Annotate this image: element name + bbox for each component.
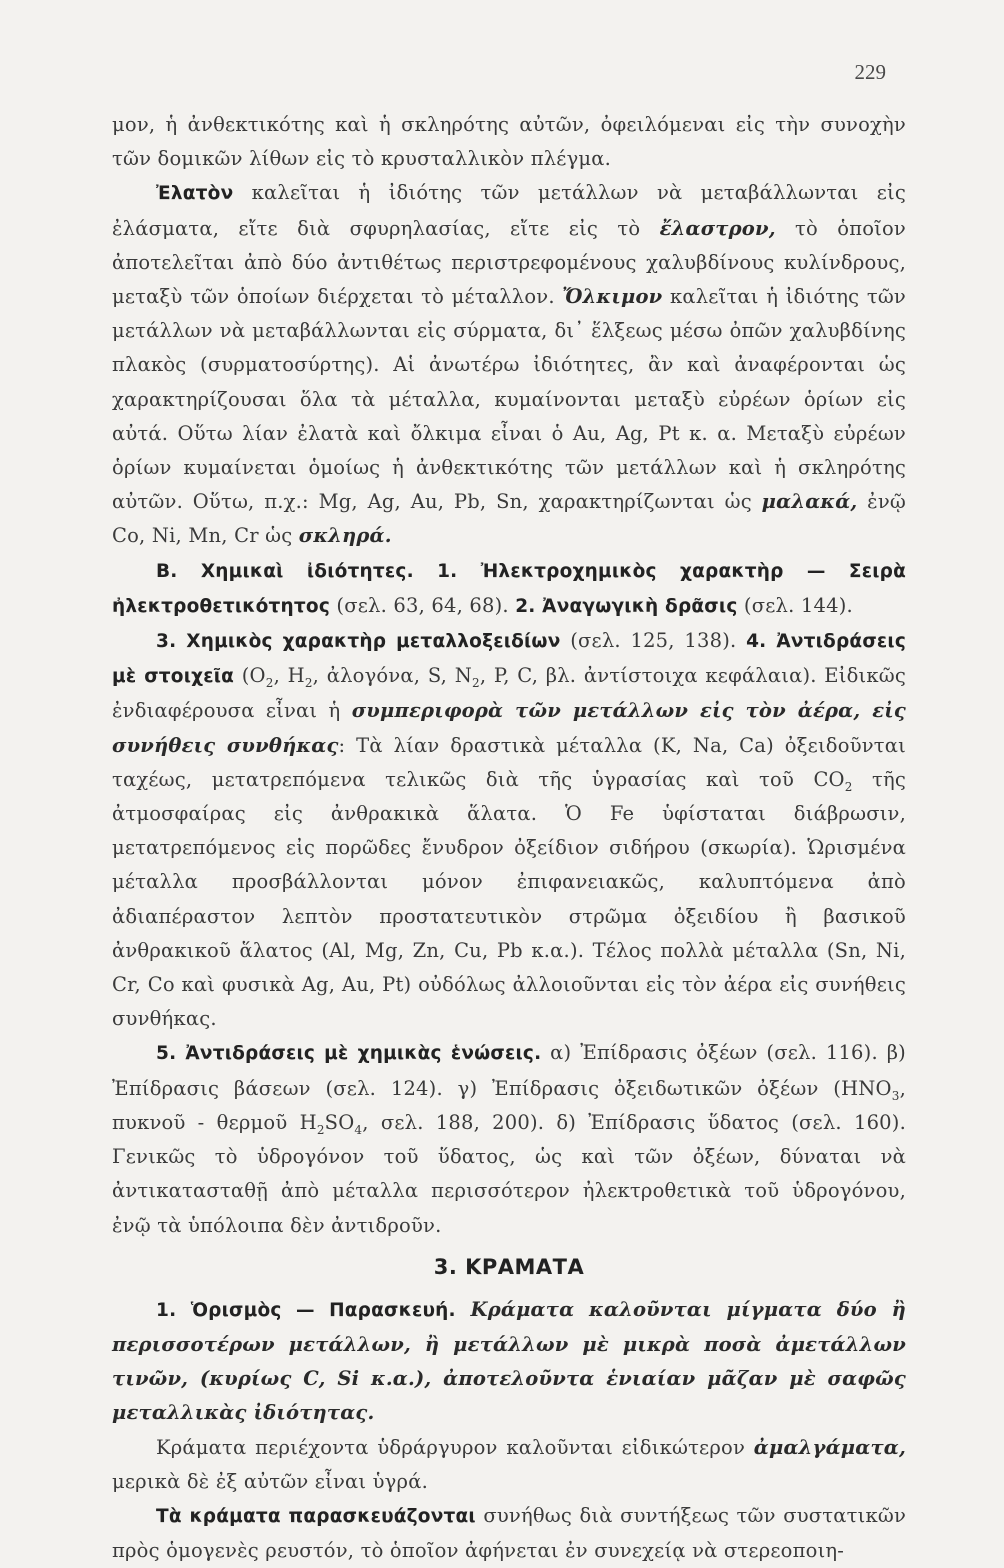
paragraph-preparation (112, 1499, 906, 1568)
heading-reducing-action: 2. Ἀναγωγικὴ δρᾶσις (515, 595, 738, 617)
paragraph-compound-reactions (112, 1036, 906, 1242)
term-hard: σκληρά. (298, 524, 392, 548)
term-rolling-mill: ἔλαστρον, (659, 216, 776, 240)
heading-preparation: Τὰ κράματα παρασκευάζονται (156, 1505, 476, 1527)
text: , σελ. 188, 200). δ) Ἐπίδρασις ὕδατος (σελ. 160). Γενικῶς τὸ ὑδρογόνον τοῦ ὕδατος, ὡς καὶ τῶν ὀξέων, δύναται νὰ ἀντικατασταθῇ ἀπὸ μέταλλα περισσότερον ἠλεκτροθετικὰ τοῦ ὑδρογόνου, ἐνῷ τὰ ὑπόλοιπα δὲν ἀντιδροῦν. (112, 1110, 906, 1237)
section-heading-alloys: 3. ΚΡΑΜΑΤΑ (433, 1254, 585, 1279)
paragraph-definition (112, 1293, 906, 1431)
subscript: 2 (316, 1122, 325, 1137)
heading-metal-oxides: 3. Χημικὸς χαρακτὴρ μεταλλοξειδίων (156, 631, 561, 653)
text: α) Ἐπίδρασις ὀξέων (σελ. 116). β) Ἐπίδρασις βάσεων (σελ. 124). γ) Ἐπίδρασις ὀξειδωτικῶν ὀξέων (HNO (112, 1041, 906, 1100)
subscript: 2 (304, 676, 313, 691)
text: συνήθως διὰ συντήξεως τῶν συστατικῶν πρὸς ὁμογενὲς ρευστόν, τὸ ὁποῖον ἀφήνεται ἐν συνεχείᾳ νὰ στερεοποιη- (112, 1503, 906, 1563)
subscript: 2 (844, 779, 853, 794)
heading-reactions-elements: 4. Ἀντιδράσεις μὲ στοιχεῖα (112, 631, 907, 688)
subscript: 2 (265, 676, 274, 691)
paragraph-metal-oxides (112, 624, 906, 1036)
text: καλεῖται ἡ ἰδιότης τῶν μετάλλων νὰ μεταβάλλωνται εἰς σύρματα, δι᾽ ἕλξεως μέσω ὀπῶν χαλυβδίνης πλακὸς (συρματοσύρτης). Αἱ ἀνωτέρω ἰδιότητες, ἂν καὶ ἀναφέρονται ὡς χαρακτηρίζουσαι ὅλα τὰ μέταλλα, κυμαίνονται μεταξὺ εὐρέων ὁρίων εἰς αὐτά. Οὕτω λίαν ἐλατὰ καὶ ὄλκιμα εἶναι ὁ Au, Ag, Pt κ. α. Μεταξὺ εὐρέων ὁρίων κυμαίνεται ὁμοίως ἡ ἀνθεκτικότης τῶν μετάλλων καὶ ἡ σκληρότης αὐτῶν. Οὕτω, π.χ.: Mg, Ag, Au, Pb, Sn, χαρακτηρίζωνται ὡς (112, 285, 906, 514)
subscript: 3 (891, 1088, 900, 1103)
text: , H (273, 664, 305, 688)
text: (σελ. 125, 138). (560, 629, 747, 653)
text: (O (234, 664, 266, 688)
term-malleable: Ἐλατὸν (156, 183, 234, 205)
text: (σελ. 144). (737, 593, 853, 617)
text: ἐνῷ Co, Ni, Mn, Cr ὡς (112, 490, 907, 548)
text: (σελ. 63, 64, 68). (330, 593, 516, 617)
definition-text: Κράματα καλοῦνται μίγματα δύο ἢ περισσοτέρων μετάλλων, ἢ μετάλλων μὲ μικρὰ ποσὰ ἀμετάλλων τινῶν, (κυρίως C, Si κ.α.), ἀποτελοῦντα ἑνιαίαν μᾶζαν μὲ σαφῶς μεταλλικὰς ἰδιότητας. (112, 1297, 906, 1425)
subscript: 2 (472, 676, 480, 691)
text: τὸ ὁποῖον ἀποτελεῖται ἀπὸ δύο ἀντιθέτως περιστρεφομένους χαλυβδίνους κυλίνδρους, μεταξὺ τῶν ὁποίων διέρχεται τὸ μέταλλον. (112, 216, 906, 309)
text: SO (324, 1110, 355, 1134)
text: καλεῖται ἡ ἰδιότης τῶν μετάλλων νὰ μεταβάλλωνται εἰς ἐλάσματα, εἴτε διὰ σφυρηλασίας, εἴτε εἰς τὸ (112, 181, 906, 240)
text: μερικὰ δὲ ἐξ αὐτῶν εἶναι ὑγρά. (112, 1469, 428, 1493)
heading-compound-reactions: 5. Ἀντιδράσεις μὲ χημικὰς ἑνώσεις. (156, 1043, 542, 1065)
term-amalgams: ἀμαλγάματα, (753, 1435, 906, 1459)
text: Κράματα περιέχοντα ὑδράργυρον καλοῦνται εἰδικώτερον (156, 1435, 754, 1459)
paragraph-chemical-properties (112, 554, 906, 624)
text: , πυκνοῦ - θερμοῦ H (112, 1076, 906, 1134)
text: , ἀλογόνα, S, N (312, 664, 472, 688)
text: τῆς ἀτμοσφαίρας εἰς ἀνθρακικὰ ἅλατα. Ὁ Fe ὑφίσταται διάβρωσιν, μετατρεπόμενος εἰς πορῶδες ἔνυδρον ὀξείδιον σιδήρου (σκωρία). Ὡρισμένα μέταλλα προσβάλλονται μόνον ἐπιφανειακῶς, καλυπτόμενα ἀπὸ ἀδιαπέραστον λεπτὸν προστατευτικὸν στρῶμα ὀξειδίου ἢ βασικοῦ ἀνθρακικοῦ ἅλατος (Al, Mg, Zn, Cu, Pb κ.α.). Τέλος πολλὰ μέταλλα (Sn, Ni, Cr, Co καὶ φυσικὰ Ag, Au, Pt) οὐδόλως ἀλλοιοῦνται εἰς τὸν ἀέρα εἰς συνήθεις συνθήκας. (112, 767, 906, 1031)
term-soft: μαλακά, (761, 490, 858, 514)
text: : Τὰ λίαν δραστικὰ μέταλλα (K, Na, Ca) ὀξειδοῦνται ταχέως, μετατρεπόμενα τελικῶς διὰ τῆς ὑγρασίας καὶ τοῦ CO (112, 733, 906, 791)
page-number: 229 (854, 60, 886, 84)
subscript: 4 (354, 1122, 363, 1137)
paragraph-amalgams (112, 1431, 906, 1499)
paragraph-malleability (112, 176, 906, 553)
continuation-text: μον, ἡ ἀνθεκτικότης καὶ ἡ σκληρότης αὐτῶν, ὀφειλόμεναι εἰς τὴν συνοχὴν τῶν δομικῶν λίθων εἰς τὸ κρυσταλλικὸν πλέγμα. (112, 113, 906, 171)
term-behavior-in-air: συμπεριφορὰ τῶν μετάλλων εἰς τὸν ἀέρα, εἰς συνήθεις συνθήκας (112, 699, 906, 757)
term-ductile: Ὄλκιμον (562, 285, 663, 309)
text: , P, C, βλ. ἀντίστοιχα κεφάλαια). Εἰδικῶς ἐνδιαφέρουσα εἶναι ἡ (112, 664, 906, 723)
paragraph-continuation (112, 108, 906, 176)
heading-chemical-properties: B. Χημικαὶ ἰδιότητες. 1. Ἠλεκτροχημικὸς χαρακτὴρ — Σειρὰ ἠλεκτροθετικότητος (112, 560, 906, 617)
heading-definition: 1. Ὁρισμὸς — Παρασκευή. (156, 1299, 456, 1321)
